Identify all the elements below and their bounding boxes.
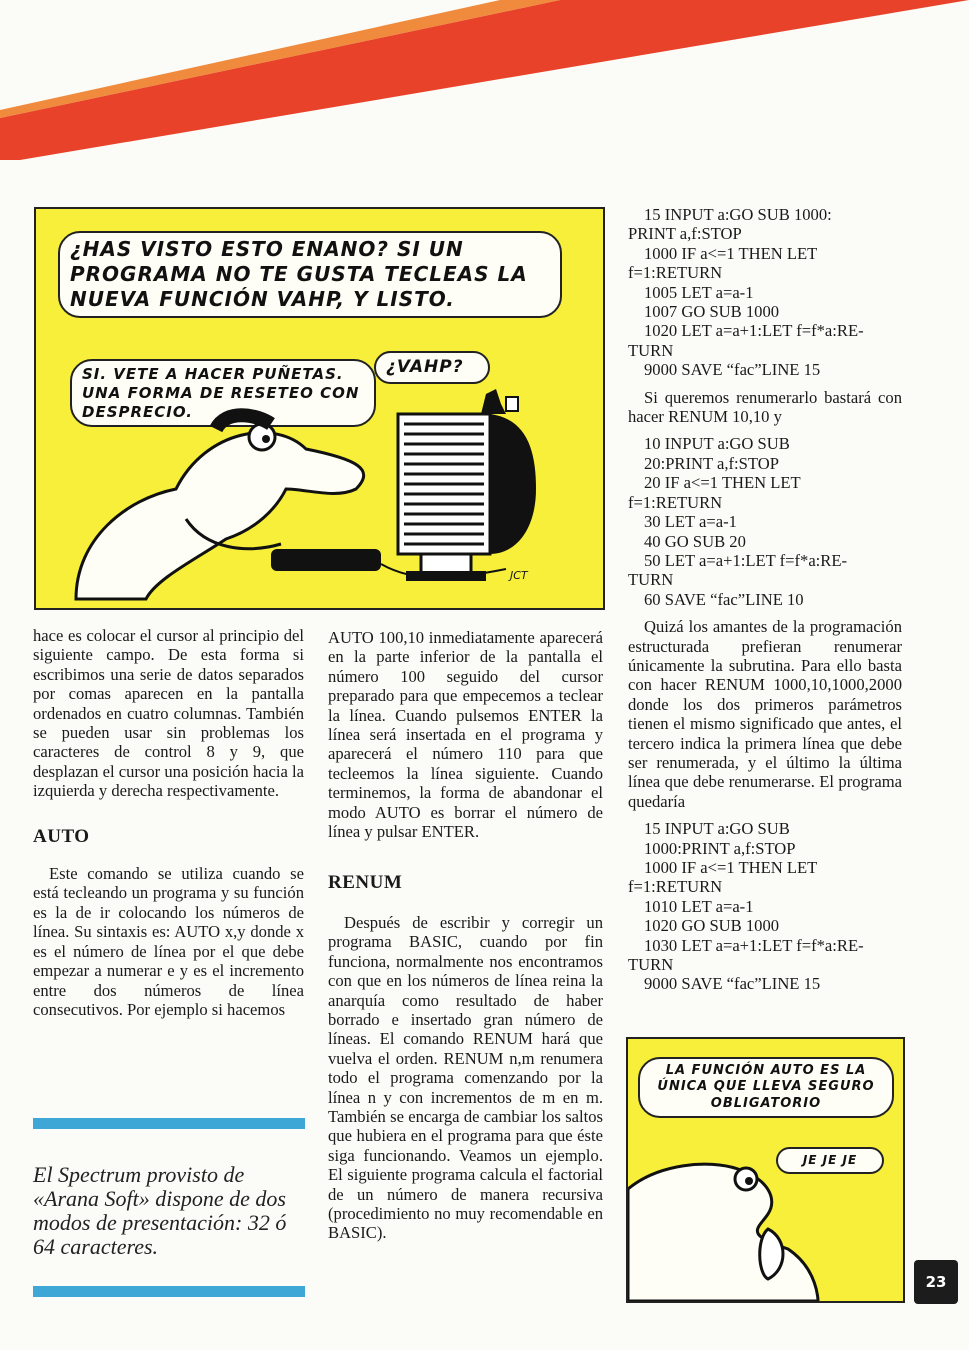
speech-bubble-auto: LA FUNCIÓN AUTO ES LA ÚNICA QUE LLEVA SEGURO OBLIGATORIO xyxy=(638,1057,894,1118)
speech-bubble-question: ¿VAHP? xyxy=(374,351,490,384)
section-heading-auto: AUTO xyxy=(33,825,90,847)
code-line: 1030 LET a=a+1:LET f=f*a:RE- xyxy=(644,935,864,955)
code-line: 30 LET a=a-1 xyxy=(644,512,737,532)
caption-rule-bottom xyxy=(33,1286,305,1297)
code-line: 1007 GO SUB 1000 xyxy=(644,302,780,322)
code-listing-2 xyxy=(628,434,902,609)
paragraph: Después de escribir y corregir un programa BASIC, cuando por fin funciona, normalmente nos encontramos con que en los números de línea reina la anarquía como resultado de haber borrado e insertado gran número de líneas. El comando RENUM hará que vuelva el orden. RENUM n,m renumera todo el programa comenzando por la línea n y con incrementos de m en m. También se encarga de cambiar los saltos que hubiera en el programa para que éste siga funcionando. Veamos un ejemplo. El siguiente programa calcula el factorial de un número de manera recursiva (procedimiento no muy recomendable en BASIC). xyxy=(328,912,603,1243)
section-heading-renum: RENUM xyxy=(328,872,403,894)
code-line: 1020 GO SUB 1000 xyxy=(644,916,780,936)
code-line: 1005 LET a=a-1 xyxy=(644,282,754,302)
code-line: 15 INPUT a:GO SUB xyxy=(644,819,790,839)
column-2 xyxy=(328,628,603,1243)
code-line: 1020 LET a=a+1:LET f=f*a:RE- xyxy=(644,321,864,341)
code-line: 50 LET a=a+1:LET f=f*a:RE- xyxy=(644,550,848,570)
speech-bubble-main: ¿HAS VISTO ESTO ENANO? SI UN PROGRAMA NO TE GUSTA TECLEAS LA NUEVA FUNCIÓN VAHP, Y LISTO. xyxy=(58,231,562,318)
speech-bubble-reply: SI. VETE A HACER PUÑETAS. UNA FORMA DE RESETEO CON DESPRECIO. xyxy=(70,359,376,427)
column-3 xyxy=(628,205,902,994)
code-line: 9000 SAVE “fac”LINE 15 xyxy=(644,360,821,380)
code-line: 60 SAVE “fac”LINE 10 xyxy=(644,589,804,609)
photo-caption: El Spectrum provisto de «Arana Soft» dispone de dos modos de presentación: 32 ó 64 caracteres. xyxy=(33,1162,287,1259)
code-line: f=1:RETURN xyxy=(628,492,723,512)
decorative-stripe xyxy=(0,0,969,160)
caption-rule-top xyxy=(33,1118,305,1129)
code-line: f=1:RETURN xyxy=(628,877,723,897)
code-line: 40 GO SUB 20 xyxy=(644,531,746,551)
code-line: TURN xyxy=(628,570,674,590)
code-line: TURN xyxy=(628,955,674,975)
code-line: 1000:PRINT a,f:STOP xyxy=(644,838,796,858)
code-line: 15 INPUT a:GO SUB 1000: xyxy=(644,205,832,224)
paragraph: Quizá los amantes de la programación estructurada prefieran renumerar únicamente la subrutina. Para ello basta con hacer RENUM 1000,10,1000,2000 donde los dos primeros parámetros tienen el mismo significado que antes, el tercero indica la primera línea que debe ser renumerada, y el último la última línea que debe renumerarse. El programa quedaría xyxy=(628,617,902,811)
code-line: 20 IF a<=1 THEN LET xyxy=(644,473,801,493)
page-number: 23 xyxy=(914,1260,958,1304)
speech-bubble-laugh: JE JE JE xyxy=(776,1147,884,1174)
paragraph: Este comando se utiliza cuando se está tecleando un programa y su función es la de ir colocando los números de línea. Su sintaxis es: AUTO x,y donde x es el número de línea por el que debe empezar a numerar e y es el incremento entre dos números de línea consecutivos. Por ejemplo si hacemos xyxy=(33,864,304,1019)
code-line: 20:PRINT a,f:STOP xyxy=(644,453,779,473)
code-line: 1000 IF a<=1 THEN LET xyxy=(644,243,818,263)
code-line: 1010 LET a=a-1 xyxy=(644,896,754,916)
paragraph: Si queremos renumerarlo bastará con hacer RENUM 10,10 y xyxy=(628,387,902,427)
cartoon-character-illustration xyxy=(628,1039,903,1301)
code-line: PRINT a,f:STOP xyxy=(628,224,742,244)
paragraph: hace es colocar el cursor al principio del siguiente campo. De esta forma si escribimos una serie de datos separados por comas aparecen en la pantalla ordenados en cuatro columnas. También se pueden usar sin problemas los caracteres de control 8 y 9, que desplazan el cursor una posición hacia la izquierda y derecha respectivamente. xyxy=(33,626,304,801)
code-line: 9000 SAVE “fac”LINE 15 xyxy=(644,974,821,994)
code-line: TURN xyxy=(628,340,674,360)
code-line: 10 INPUT a:GO SUB xyxy=(644,434,790,454)
code-listing-3 xyxy=(628,819,902,994)
comic-signature: JCT xyxy=(510,569,528,582)
cartoon-characters-illustration xyxy=(36,209,603,608)
code-line: 1000 IF a<=1 THEN LET xyxy=(644,858,818,877)
code-listing-1 xyxy=(628,205,902,380)
paragraph: AUTO 100,10 inmediatamente aparecerá en la parte inferior de la pantalla el número 100 seguido del cursor preparado para que empecemos a teclear la línea. Cuando pulsemos ENTER la línea será insertada en el programa y aparecerá el número 110 para que tecleemos la línea siguiente. Cuando terminemos, la forma de abandonar el modo AUTO es borrar el número de línea y pulsar ENTER. xyxy=(328,628,603,842)
column-1 xyxy=(33,626,304,1019)
comic-panel-top xyxy=(34,207,605,610)
comic-panel-bottom xyxy=(626,1037,905,1303)
code-line: f=1:RETURN xyxy=(628,263,723,283)
